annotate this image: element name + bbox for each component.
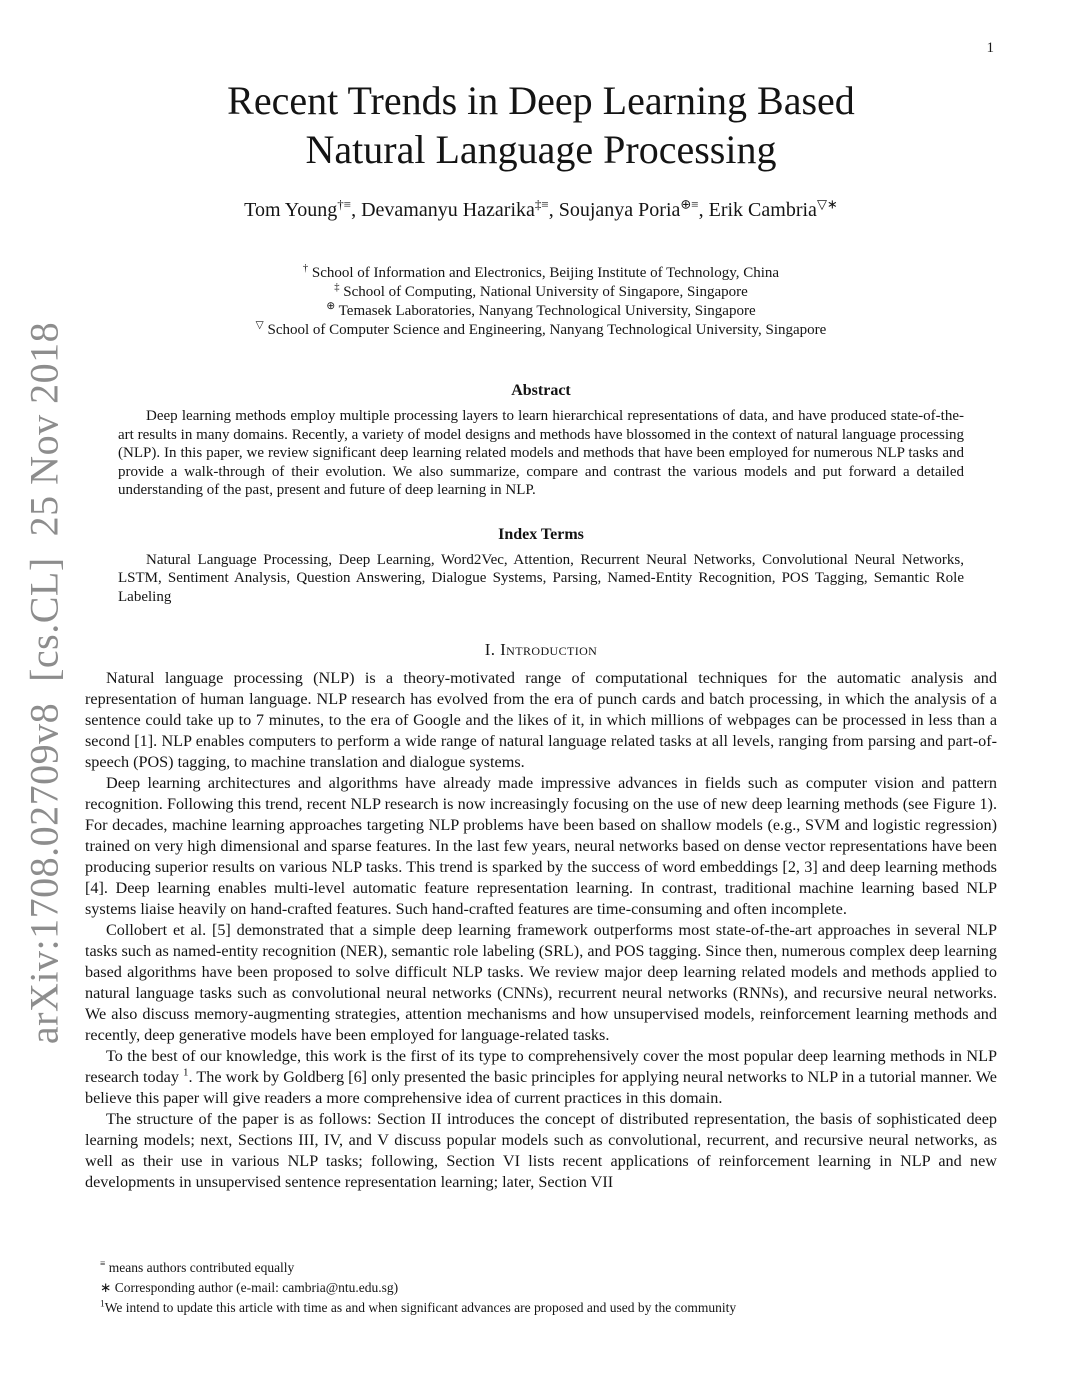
footnote-marker: ∗ xyxy=(100,1280,112,1295)
affiliations xyxy=(85,264,997,340)
section-title: Introduction xyxy=(500,640,598,659)
title-line-2: Natural Language Processing xyxy=(305,127,777,172)
footnote-text: Corresponding author (e-mail: cambria@ntu.edu.sg) xyxy=(111,1280,399,1295)
affiliation-marker: ▽ xyxy=(255,320,264,331)
author-name: Soujanya Poria xyxy=(558,199,681,221)
author-superscript: ‡≡ xyxy=(534,196,549,212)
author-superscript: †≡ xyxy=(337,196,352,212)
paragraph: Natural language processing (NLP) is a theory-motivated range of computational techniques for the automatic analysis and representation of human language. NLP research has evolved from the era of punch cards and batch processing, in which the analysis of a sentence could take up to 7 minutes, to the era of Google and the likes of it, in which millions of webpages can be processed in less than a second [1]. NLP enables computers to perform a wide range of natural language related tasks at all levels, ranging from parsing and part-of-speech (POS) tagging, to machine translation and dialogue systems. xyxy=(85,669,997,771)
introduction-body xyxy=(85,668,997,1193)
page-number: 1 xyxy=(986,40,994,56)
author-name: Tom Young xyxy=(244,199,338,221)
footnote-marker: 1 xyxy=(100,1299,105,1310)
paragraph: Collobert et al. [5] demonstrated that a simple deep learning framework outperforms most state-of-the-art approaches in several NLP tasks such as named-entity recognition (NER), semantic role labeling (SRL), and POS tagging. Since then, numerous complex deep learning based algorithms have been proposed to solve difficult NLP tasks. We review major deep learning related models and methods applied to natural language tasks such as convolutional neural networks (CNNs), recurrent neural networks (RNNs), and recursive neural networks. We also discuss memory-augmenting strategies, attention mechanisms and how unsupervised models, reinforcement learning methods and recently, deep generative models have been employed for language-related tasks. xyxy=(85,921,997,1044)
footnote-reference: 1 xyxy=(183,1066,189,1079)
abstract-text: Deep learning methods employ multiple processing layers to learn hierarchical representations of data, and have produced state-of-the-art results in many domains. Recently, a variety of model designs and methods have blossomed in the context of natural language processing (NLP). In this paper, we review significant deep learning related models and methods that have been employed for numerous NLP tasks and provide a walk-through of their evolution. We also summarize, compare and contrast the various models and put forward a detailed understanding of the past, present and future of deep learning in NLP. xyxy=(118,408,964,498)
author-separator: , xyxy=(548,199,559,221)
paragraph: Deep learning architectures and algorithms have already made impressive advances in fields such as computer vision and pattern recognition. Following this trend, recent NLP research is now increasingly focusing on the use of new deep learning methods (see Figure 1). For decades, machine learning approaches targeting NLP problems have been based on shallow models (e.g., SVM and logistic regression) trained on very high dimensional and sparse features. In the last few years, neural networks based on dense vector representations have been producing superior results on various NLP tasks. This trend is sparked by the success of word embeddings [2, 3] and deep learning methods [4]. Deep learning enables multi-level automatic feature representation learning. In contrast, traditional machine learning based NLP systems liaise heavily on hand-crafted features. Such hand-crafted features are time-consuming and often incomplete. xyxy=(85,774,997,918)
footnote xyxy=(100,1278,980,1298)
affiliation-line xyxy=(85,283,997,302)
affiliation-text: Temasek Laboratories, Nanyang Technological University, Singapore xyxy=(335,303,756,319)
affiliation-text: School of Computer Science and Engineering, Nanyang Technological University, Singapore xyxy=(263,322,827,338)
affiliation-marker: † xyxy=(302,263,309,274)
footnotes xyxy=(100,1258,980,1318)
section-heading-introduction xyxy=(85,640,997,660)
author-separator: , xyxy=(698,199,709,221)
affiliation-text: School of Computing, National University of Singapore, Singapore xyxy=(339,284,748,300)
affiliation-text: School of Information and Electronics, Beijing Institute of Technology, China xyxy=(308,265,780,281)
author-line xyxy=(85,196,997,222)
author-name: Devamanyu Hazarika xyxy=(361,199,535,221)
footnote xyxy=(100,1258,980,1278)
paper-title xyxy=(85,76,997,174)
arxiv-watermark: arXiv:1708.02709v8 [cs.CL] 25 Nov 2018 xyxy=(21,321,67,1045)
paper-content xyxy=(85,0,997,1193)
footnote xyxy=(100,1298,980,1318)
affiliation-line xyxy=(85,264,997,283)
paragraph-text: . The work by Goldberg [6] only presented the basic principles for applying neural networks to NLP in a tutorial manner. We believe this paper will give readers a more comprehensive idea of current practices in this domain. xyxy=(85,1068,997,1107)
author-superscript: ⊕≡ xyxy=(680,196,699,212)
abstract-heading: Abstract xyxy=(511,382,571,399)
author-superscript: ▽∗ xyxy=(816,196,838,212)
author-name: Erik Cambria xyxy=(708,199,817,221)
affiliation-marker: ‡ xyxy=(334,282,340,293)
paragraph-text: To the best of our knowledge, this work is the first of its type to comprehensively cover the most popular deep learning methods in NLP research today xyxy=(85,1047,997,1086)
footnote-text: We intend to update this article with time as and when significant advances are proposed and used by the community xyxy=(104,1300,737,1315)
title-line-1: Recent Trends in Deep Learning Based xyxy=(227,78,855,123)
paragraph xyxy=(85,1046,997,1109)
index-terms-text: Natural Language Processing, Deep Learning, Word2Vec, Attention, Recurrent Neural Networks, Convolutional Neural Networks, LSTM, Sentiment Analysis, Question Answering, Dialogue Systems, Parsing, Named-Entity Recognition, POS Tagging, Semantic Role Labeling xyxy=(118,551,964,605)
index-terms-heading: Index Terms xyxy=(498,525,584,543)
affiliation-line xyxy=(85,302,997,321)
author-separator: , xyxy=(351,199,362,221)
paragraph: The structure of the paper is as follows: Section II introduces the concept of distributed representation, the basis of sophisticated deep learning models; next, Sections III, IV, and V discuss popular models such as convolutional, recurrent, and recursive neural networks, as well as their use in various NLP tasks; following, Section VI lists recent applications of reinforcement learning in NLP and new developments in unsupervised sentence representation learning; later, Section VII xyxy=(85,1110,997,1191)
section-number: I. xyxy=(484,640,496,659)
footnote-text: means authors contributed equally xyxy=(105,1260,295,1275)
affiliation-marker: ⊕ xyxy=(326,301,336,312)
footnote-marker: ≡ xyxy=(100,1259,106,1270)
affiliation-line xyxy=(85,321,997,340)
